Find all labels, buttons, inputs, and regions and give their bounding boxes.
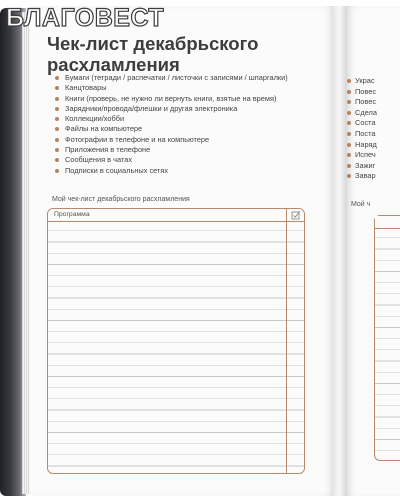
checklist-item-text: Зажиг (355, 160, 376, 170)
checklist-item-text: Коллекции/хобби (65, 114, 125, 124)
checklist-item-text: Бумаги (тетради / распечатки / листочки с записями / шпаргалки) (65, 73, 288, 82)
checklist-item (347, 97, 377, 108)
checklist-item (347, 171, 377, 182)
checklist-item-text: Поста (355, 128, 376, 138)
checklist-item-text: Сдела (355, 107, 377, 117)
column-header-program: Программа (54, 211, 90, 218)
checklist-item (55, 114, 288, 124)
checklist-item (347, 76, 377, 87)
table-header (48, 209, 304, 222)
checklist-item-text: Подписки в социальных сетях (65, 165, 169, 175)
bullet-icon (347, 90, 351, 94)
bullet-icon (55, 138, 59, 142)
checklist-item-text: Повес (355, 86, 377, 96)
checklist-item (55, 166, 288, 176)
watermark-logo: БЛАГОВЕСТ (6, 4, 165, 32)
right-page (345, 6, 400, 496)
bullet-icon (347, 100, 351, 104)
checklist-item-text: Зарядники/провода/флешки и другая электроника (65, 103, 238, 113)
checklist-item-text: Повес (355, 97, 377, 107)
checklist-item-text: Фотографии в телефоне и на компьютере (65, 134, 210, 144)
checklist-item (55, 145, 288, 155)
checklist-item (55, 124, 288, 134)
checklist-item-text: Завар (355, 171, 376, 181)
bullet-icon (347, 111, 351, 115)
page-title: Чек-лист декабрьского расхламления (47, 33, 259, 75)
right-table-header (375, 216, 400, 229)
checklist-item (55, 94, 288, 104)
checklist-item-text: Файлы на компьютере (65, 124, 143, 134)
bullet-icon (55, 169, 59, 173)
bullet-icon (55, 158, 59, 162)
checklist-item-text: Канцтовары (65, 83, 107, 93)
right-page-checklist (347, 76, 377, 182)
bullet-icon (55, 86, 59, 90)
bullet-icon (55, 76, 59, 80)
checklist-item (347, 161, 377, 172)
bullet-icon (347, 153, 351, 157)
bullet-icon (347, 174, 351, 178)
bullet-icon (55, 127, 59, 131)
bullet-icon (347, 79, 351, 83)
right-section-label: Мой ч (351, 201, 371, 208)
section-label: Мой чек-лист декабрьского расхламления (52, 196, 190, 203)
checklist-item (347, 118, 377, 129)
right-checklist-table (374, 215, 400, 461)
bullet-icon (347, 121, 351, 125)
checklist-item (347, 150, 377, 161)
checklist-item (55, 73, 288, 83)
bullet-icon (55, 107, 59, 111)
checklist-item (347, 87, 377, 98)
checklist-item-text: Соста (355, 118, 376, 128)
bullet-icon (347, 164, 351, 168)
checkbox-check-icon (291, 210, 301, 220)
checklist-item (347, 140, 377, 151)
checklist (55, 73, 288, 176)
bullet-icon (55, 148, 59, 152)
checklist-item (55, 155, 288, 165)
bullet-icon (55, 97, 59, 101)
bullet-icon (347, 143, 351, 147)
checklist-item (55, 104, 288, 114)
checklist-item (55, 135, 288, 145)
checklist-item-text: Книги (проверь, не нужно ли вернуть книги, взятые на время) (65, 93, 277, 103)
checklist-item (347, 129, 377, 140)
bullet-icon (55, 117, 59, 121)
checklist-item (347, 108, 377, 119)
checklist-item-text: Украс (355, 76, 375, 85)
checklist-item (55, 83, 288, 93)
checklist-item-text: Наряд (355, 139, 377, 149)
bullet-icon (347, 132, 351, 136)
checklist-item-text: Сообщения в чатах (65, 155, 133, 165)
checklist-table (47, 208, 305, 474)
column-divider (286, 209, 287, 473)
checklist-item-text: Приложения в телефоне (65, 145, 151, 155)
checklist-item-text: Испеч (355, 150, 376, 160)
